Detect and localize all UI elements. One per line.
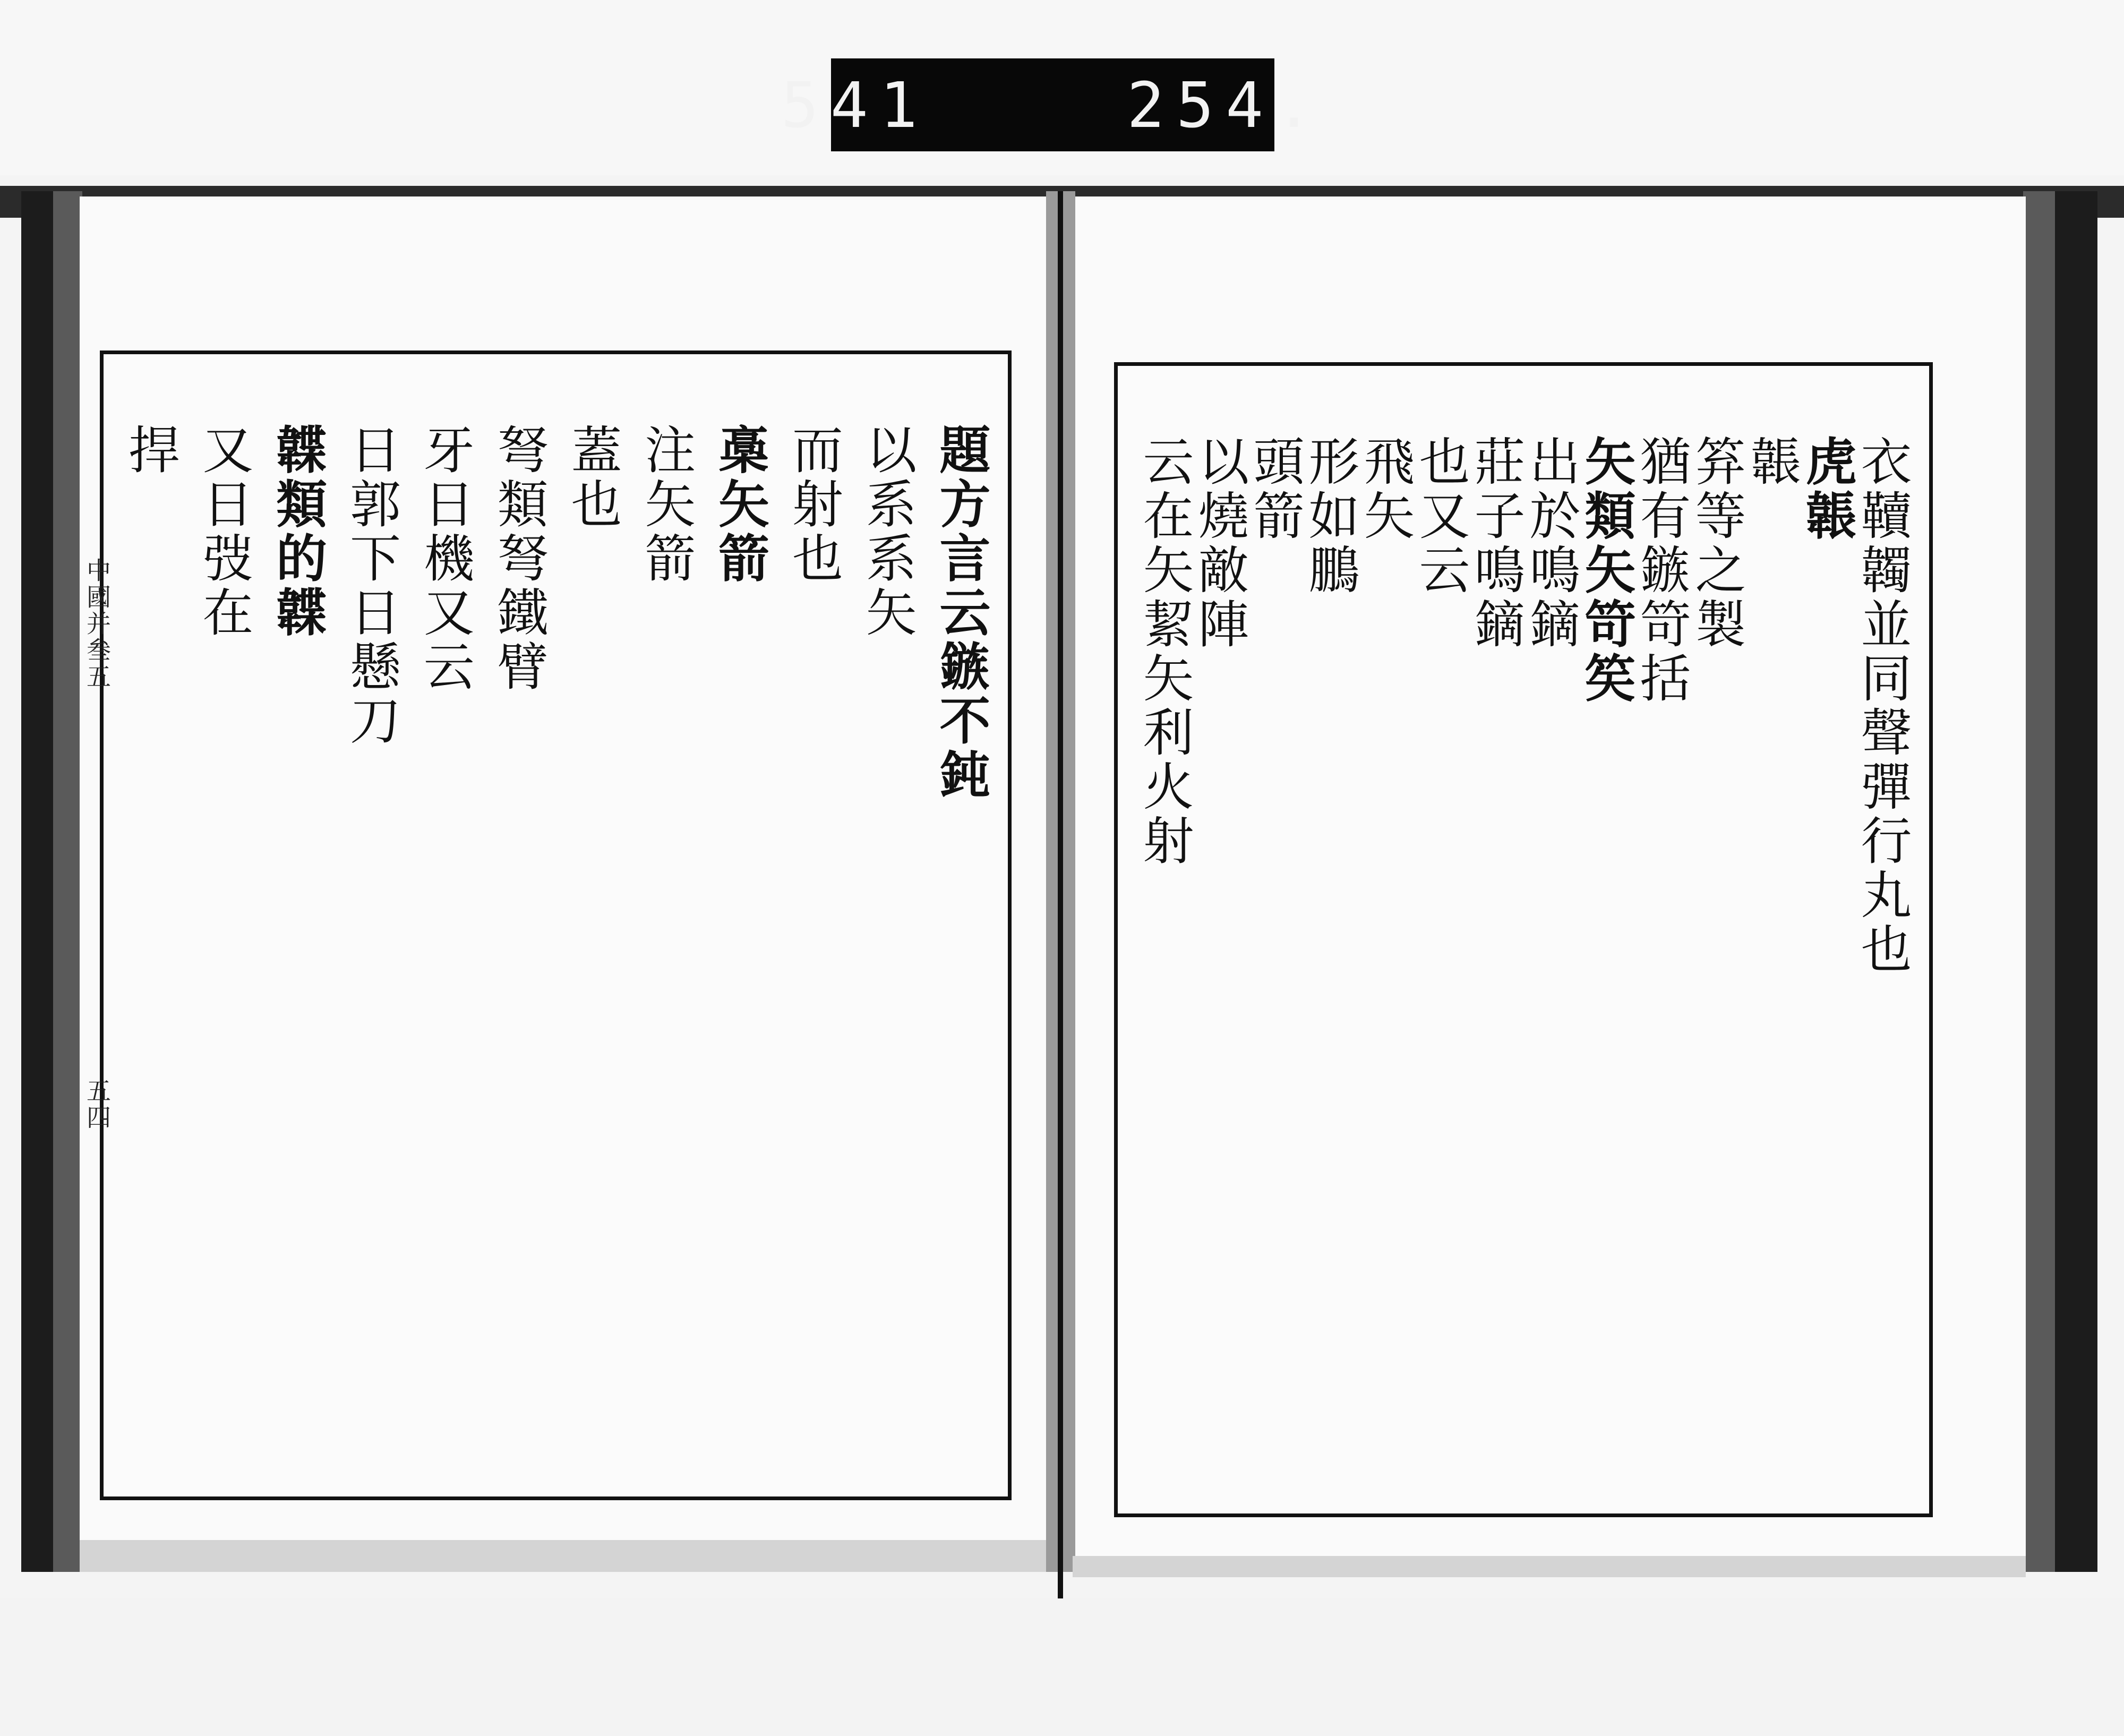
text-column: 題方言云鏃不鈍 [931, 423, 991, 802]
text-column: 虎韔 [1797, 435, 1857, 543]
film-label-left-number: 541 [781, 68, 929, 142]
text-column: 牙日機又云 [415, 423, 475, 694]
text-column: 矢類矢笴笶 [1577, 435, 1637, 706]
text-column: 注矢箭 [636, 423, 696, 586]
right-page-text-frame [1114, 362, 1933, 1517]
text-column: 猶有鏃笴括 [1632, 435, 1691, 706]
film-label-right-number: 254. [1127, 68, 1325, 142]
right-page-columns [1135, 435, 1912, 1482]
text-column: 又日弢在 [194, 423, 254, 640]
text-column: 韔 [1742, 435, 1802, 489]
text-column: 也又云 [1411, 435, 1470, 597]
text-column: 以燒敵陣 [1190, 435, 1249, 652]
text-column: 笲等之製 [1687, 435, 1746, 652]
left-page-text-frame [100, 350, 1012, 1500]
text-column: 蓋也 [562, 423, 622, 532]
text-column: 槀矢箭 [710, 423, 770, 586]
text-column: 日郭下日懸刀 [341, 423, 401, 748]
text-column: 以系系矢 [858, 423, 918, 640]
page-number: 五四 [83, 1078, 112, 1131]
text-column: 捍 [121, 423, 180, 477]
text-column: 云在矢絜矢利火射 [1135, 435, 1194, 868]
text-column: 弩類弩鐵臂 [489, 423, 549, 694]
text-column: 形如鵬 [1300, 435, 1360, 597]
film-label [781, 58, 1325, 151]
text-column: 頭箭 [1245, 435, 1305, 543]
text-column: 出於鳴鏑 [1521, 435, 1581, 652]
left-page-columns [121, 423, 991, 1465]
text-column: 衣韇韣並同聲彈行丸也 [1853, 435, 1912, 977]
section-margin-label: 中國并叁五 [83, 558, 112, 690]
text-column: 而射也 [784, 423, 844, 586]
text-column: 飛矢 [1356, 435, 1415, 543]
text-column: 莊子鳴鏑 [1466, 435, 1526, 652]
text-column: 韘類的韘 [268, 423, 328, 640]
